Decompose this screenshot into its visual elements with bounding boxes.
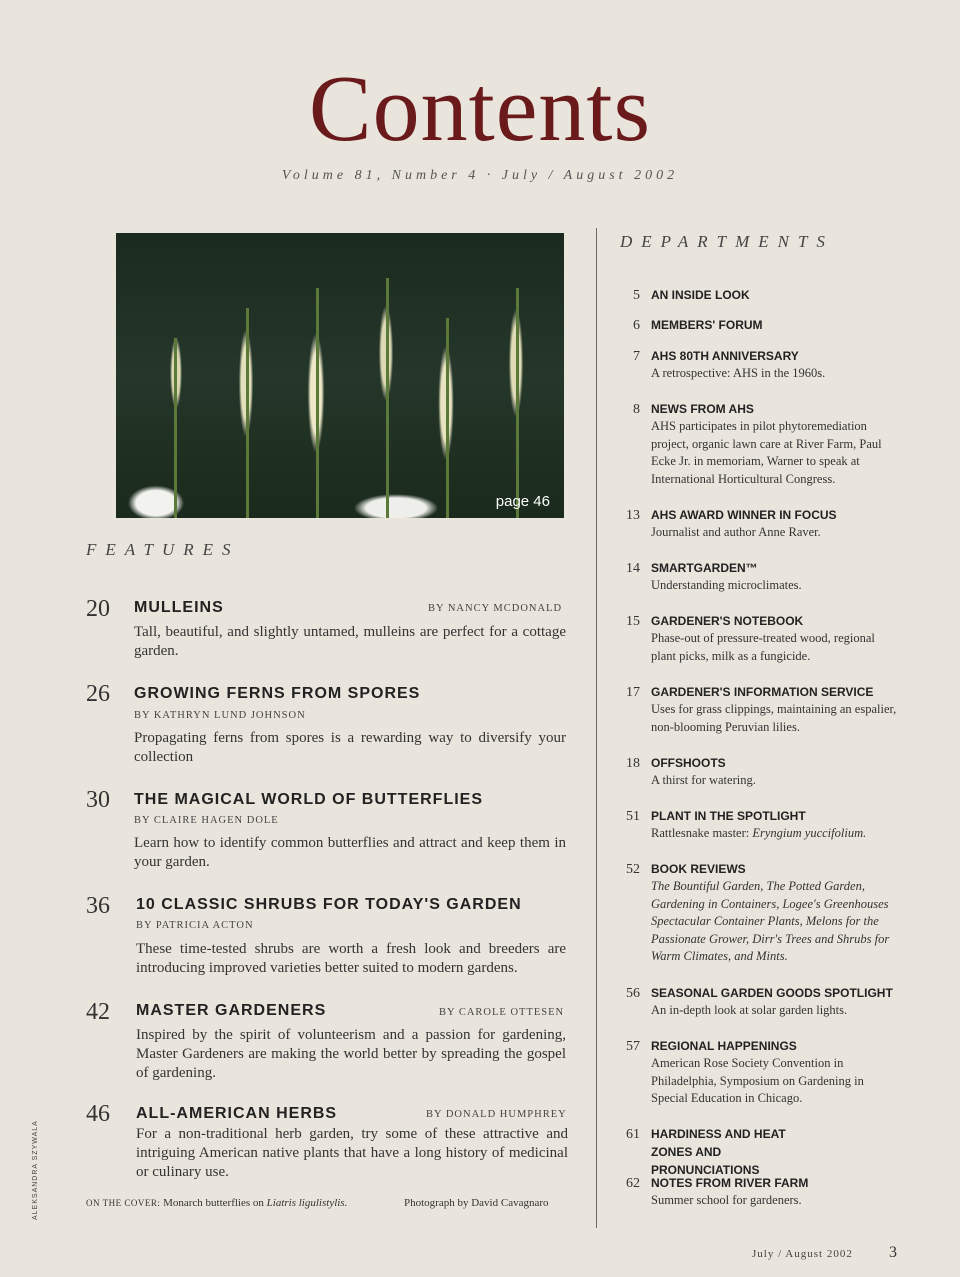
feature-byline: BY CLAIRE HAGEN DOLE: [134, 815, 279, 826]
cover-note-text: Monarch butterflies on: [163, 1197, 264, 1209]
department-page-number: 8: [633, 402, 640, 417]
feature-description: For a non-traditional herb garden, try some of these attractive and intriguing American native plants that have a long history of medicinal or culinary use.: [136, 1126, 568, 1180]
department-description: AHS participates in pilot phytoremediation project, organic lawn care at River Farm, Paul Ecke Jr. in memoriam, Warner to speak at International Horticultural Congress.: [651, 419, 882, 486]
feature-description: Propagating ferns from spores is a rewarding way to diversify your collection: [134, 730, 566, 765]
cover-photo-credit: Photograph by David Cavagnaro: [404, 1197, 549, 1209]
department-description: Phase-out of pressure-treated wood, regional plant picks, milk as a fungicide.: [651, 631, 875, 663]
department-page-number: 13: [626, 508, 640, 523]
department-item: [651, 1174, 901, 1210]
department-title[interactable]: AHS 80TH ANNIVERSARY: [651, 349, 799, 363]
department-item: [651, 754, 901, 790]
department-description: Uses for grass clippings, maintaining an espalier, non-blooming Peruvian lilies.: [651, 702, 897, 734]
department-title[interactable]: NEWS FROM AHS: [651, 402, 754, 416]
department-page-number: 62: [626, 1176, 640, 1191]
cover-note-label: ON THE COVER:: [86, 1198, 161, 1208]
cover-note: [86, 1197, 347, 1209]
department-page-number: 15: [626, 614, 640, 629]
department-item: [651, 683, 901, 736]
department-title[interactable]: GARDENER'S INFORMATION SERVICE: [651, 685, 874, 699]
feature-byline: BY NANCY MCDONALD: [428, 603, 563, 614]
department-description: [651, 825, 901, 843]
photographer-credit: ALEKSANDRA SZYWALA: [32, 1120, 39, 1220]
cover-note-species: Liatris ligulistylis.: [266, 1197, 348, 1209]
feature-page-number: 20: [86, 596, 110, 622]
feature-description: These time-tested shrubs are worth a fresh look and breeders are introducing improved varieties better suited to modern gardens.: [136, 941, 566, 976]
department-item: [651, 807, 901, 843]
department-page-number: 61: [626, 1127, 640, 1142]
department-title[interactable]: REGIONAL HAPPENINGS: [651, 1039, 797, 1053]
feature-page-number: 36: [86, 893, 110, 919]
department-page-number: 5: [633, 288, 640, 303]
department-item: [651, 316, 901, 334]
feature-title[interactable]: 10 CLASSIC SHRUBS FOR TODAY'S GARDEN: [136, 896, 522, 913]
department-item: [651, 612, 901, 665]
department-title[interactable]: PLANT IN THE SPOTLIGHT: [651, 809, 806, 823]
department-page-number: 52: [626, 862, 640, 877]
department-title[interactable]: SMARTGARDEN™: [651, 561, 758, 575]
department-title[interactable]: OFFSHOOTS: [651, 756, 726, 770]
feature-description: Tall, beautiful, and slightly untamed, mulleins are perfect for a cottage garden.: [134, 624, 566, 659]
department-description: A retrospective: AHS in the 1960s.: [651, 366, 826, 380]
feature-byline: BY CAROLE OTTESEN: [439, 1007, 565, 1018]
department-title[interactable]: NOTES FROM RIVER FARM: [651, 1176, 809, 1190]
cover-photo: [116, 233, 564, 518]
cover-photo-caption: page 46: [495, 493, 550, 510]
department-item: [651, 1037, 891, 1108]
feature-byline: BY KATHRYN LUND JOHNSON: [134, 710, 306, 721]
department-description: A thirst for watering.: [651, 773, 756, 787]
department-item: [651, 860, 896, 966]
feature-byline: BY DONALD HUMPHREY: [426, 1109, 567, 1120]
department-item: [651, 347, 901, 383]
feature-page-number: 26: [86, 681, 110, 707]
department-title[interactable]: AN INSIDE LOOK: [651, 288, 750, 302]
feature-page-number: 46: [86, 1101, 110, 1127]
feature-byline: BY PATRICIA ACTON: [136, 920, 254, 931]
department-item: [651, 984, 901, 1020]
feature-title[interactable]: THE MAGICAL WORLD OF BUTTERFLIES: [134, 791, 484, 808]
features-heading: FEATURES: [86, 540, 240, 559]
feature-page-number: 30: [86, 787, 110, 813]
department-description: American Rose Society Convention in Philadelphia, Symposium on Gardening in Special Education in Chicago.: [651, 1056, 864, 1105]
department-page-number: 56: [626, 986, 640, 1001]
department-item: [651, 286, 901, 304]
issue-subtitle: Volume 81, Number 4 · July / August 2002: [281, 168, 679, 183]
department-item: [651, 1125, 821, 1179]
department-item: [651, 559, 901, 595]
department-page-number: 51: [626, 809, 640, 824]
feature-description: Inspired by the spirit of volunteerism and a passion for gardening, Master Gardeners are making the world better by spreading the gospel of gardening.: [136, 1027, 566, 1081]
department-description: Journalist and author Anne Raver.: [651, 525, 821, 539]
column-divider: [596, 228, 597, 1228]
department-title[interactable]: AHS AWARD WINNER IN FOCUS: [651, 508, 837, 522]
feature-title[interactable]: ALL-AMERICAN HERBS: [136, 1105, 338, 1122]
department-page-number: 14: [626, 561, 640, 576]
department-title[interactable]: HARDINESS AND HEAT ZONES AND PRONUNCIATIONS: [651, 1127, 786, 1177]
department-item: [651, 506, 901, 542]
page-title: Contents: [308, 57, 652, 161]
footer-issue: July / August 2002: [752, 1248, 853, 1260]
department-page-number: 17: [626, 685, 640, 700]
department-description: Summer school for gardeners.: [651, 1193, 802, 1207]
department-title[interactable]: MEMBERS' FORUM: [651, 318, 763, 332]
department-page-number: 7: [633, 349, 640, 364]
feature-title[interactable]: MULLEINS: [134, 599, 224, 616]
department-page-number: 18: [626, 756, 640, 771]
department-description: An in-depth look at solar garden lights.: [651, 1003, 848, 1017]
department-title[interactable]: BOOK REVIEWS: [651, 862, 746, 876]
department-title[interactable]: SEASONAL GARDEN GOODS SPOTLIGHT: [651, 986, 893, 1000]
department-item: [651, 400, 901, 488]
footer-page-number: 3: [889, 1244, 897, 1261]
department-description-species: Eryngium yuccifolium.: [752, 826, 867, 840]
department-page-number: 6: [633, 318, 640, 333]
department-description: Understanding microclimates.: [651, 578, 802, 592]
feature-page-number: 42: [86, 999, 110, 1025]
feature-title[interactable]: GROWING FERNS FROM SPORES: [134, 685, 421, 702]
department-page-number: 57: [626, 1039, 640, 1054]
department-description-text: Rattlesnake master:: [651, 826, 750, 840]
departments-heading: DEPARTMENTS: [620, 232, 834, 251]
feature-description: Learn how to identify common butterflies and attract and keep them in your garden.: [134, 835, 566, 870]
feature-title[interactable]: MASTER GARDENERS: [136, 1002, 327, 1019]
department-description: The Bountiful Garden, The Potted Garden, Gardening in Containers, Logee's Greenhouses Spectacular Container Plants, Melons for the Passionate Grower, Dirr's Trees and Shrubs for Warm Climates, and Mints.: [651, 879, 890, 963]
department-title[interactable]: GARDENER'S NOTEBOOK: [651, 614, 804, 628]
